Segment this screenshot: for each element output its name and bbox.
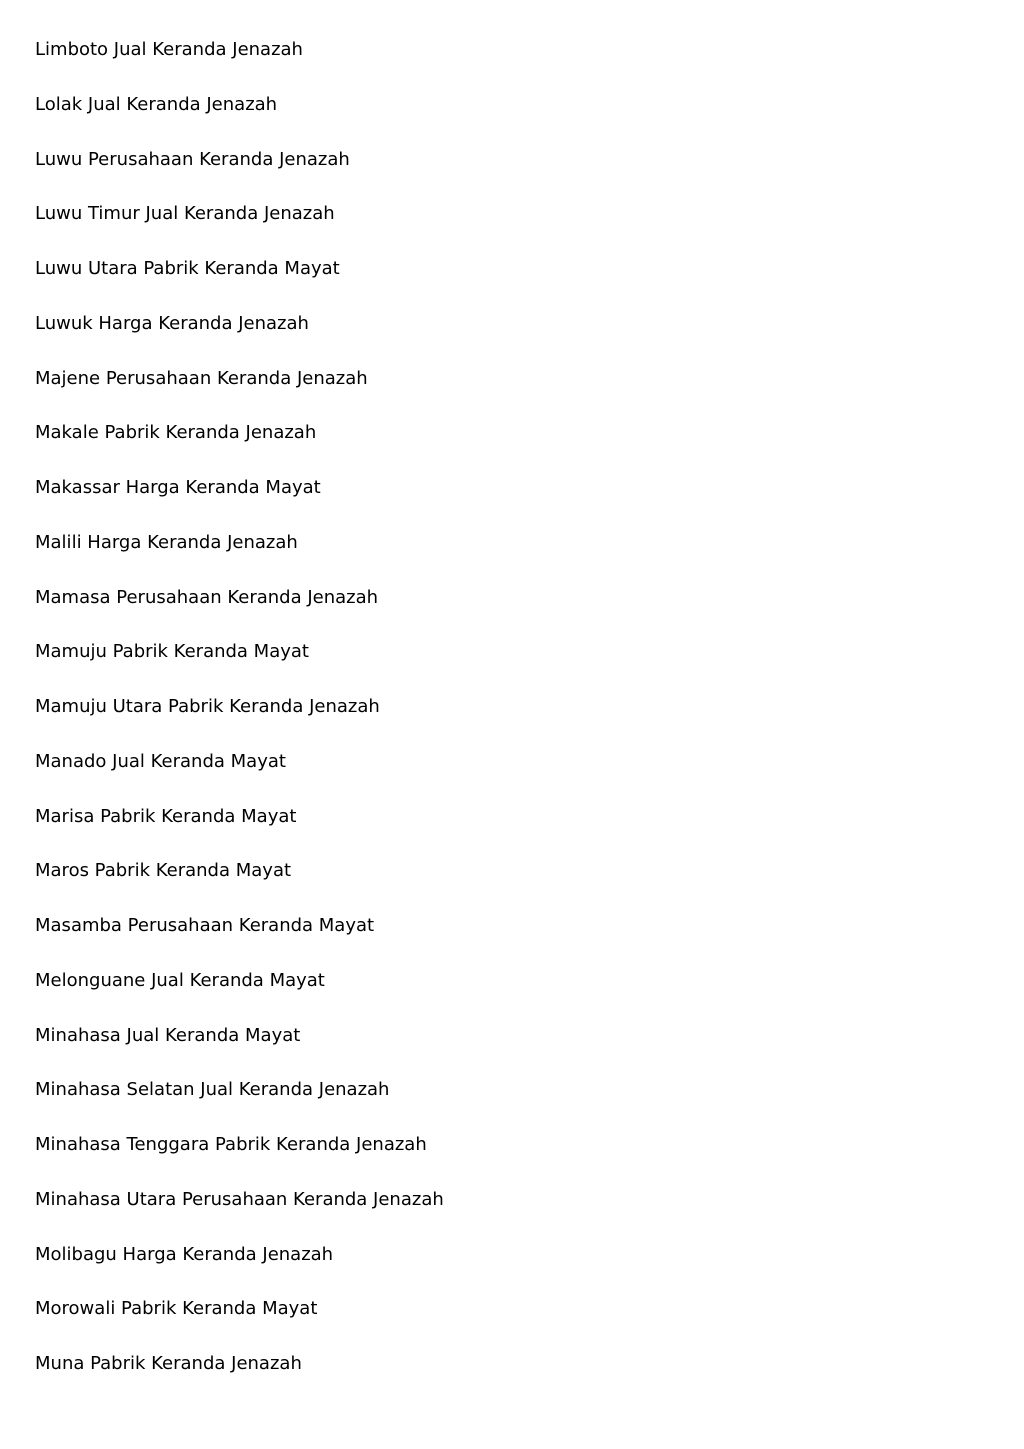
list-item: Majene Perusahaan Keranda Jenazah bbox=[35, 367, 368, 389]
list-item: Manado Jual Keranda Mayat bbox=[35, 750, 286, 772]
list-item: Mamasa Perusahaan Keranda Jenazah bbox=[35, 586, 379, 608]
list-item: Minahasa Selatan Jual Keranda Jenazah bbox=[35, 1079, 390, 1101]
list-item: Limboto Jual Keranda Jenazah bbox=[35, 39, 303, 60]
list-item: Luwuk Harga Keranda Jenazah bbox=[35, 312, 309, 334]
list-item: Mamuju Pabrik Keranda Mayat bbox=[35, 641, 309, 663]
list-item: Luwu Utara Pabrik Keranda Mayat bbox=[35, 258, 340, 279]
list-item: Malili Harga Keranda Jenazah bbox=[35, 531, 298, 553]
list-item: Mamuju Utara Pabrik Keranda Jenazah bbox=[35, 696, 380, 717]
list-item: Lolak Jual Keranda Jenazah bbox=[35, 93, 278, 115]
list-item: Melonguane Jual Keranda Mayat bbox=[35, 969, 325, 991]
list-item: Luwu Perusahaan Keranda Jenazah bbox=[35, 148, 350, 170]
list-item: Molibagu Harga Keranda Jenazah bbox=[35, 1243, 334, 1265]
list-item: Morowali Pabrik Keranda Mayat bbox=[35, 1298, 318, 1320]
list-item: Minahasa Tenggara Pabrik Keranda Jenazah bbox=[35, 1134, 427, 1155]
list-item: Makale Pabrik Keranda Jenazah bbox=[35, 422, 317, 444]
list-item: Masamba Perusahaan Keranda Mayat bbox=[35, 915, 375, 936]
list-item: Minahasa Jual Keranda Mayat bbox=[35, 1024, 301, 1046]
list-item: Minahasa Utara Perusahaan Keranda Jenazah bbox=[35, 1188, 444, 1210]
list-item: Luwu Timur Jual Keranda Jenazah bbox=[35, 203, 335, 225]
list-item: Maros Pabrik Keranda Mayat bbox=[35, 860, 292, 882]
list-item: Muna Pabrik Keranda Jenazah bbox=[35, 1353, 302, 1374]
list-item: Marisa Pabrik Keranda Mayat bbox=[35, 805, 297, 827]
list-item: Makassar Harga Keranda Mayat bbox=[35, 477, 321, 498]
entry-list bbox=[35, 36, 444, 1405]
